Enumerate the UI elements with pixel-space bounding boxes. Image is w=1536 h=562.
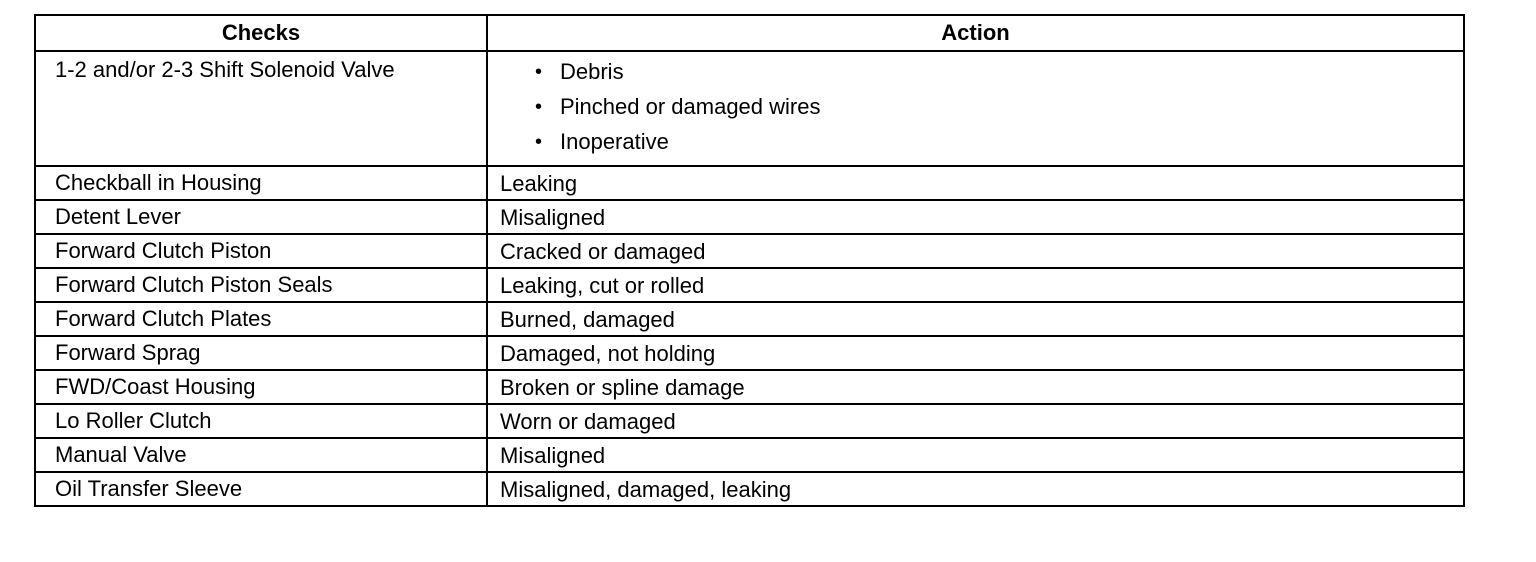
check-cell: Forward Sprag <box>35 336 487 370</box>
action-text: Debris <box>560 59 624 84</box>
table-row <box>35 166 1464 200</box>
action-cell: Worn or damaged <box>487 404 1464 438</box>
check-cell: FWD/Coast Housing <box>35 370 487 404</box>
check-cell: Forward Clutch Piston Seals <box>35 268 487 302</box>
table-row <box>35 438 1464 472</box>
action-cell <box>487 51 1464 166</box>
check-cell: Forward Clutch Plates <box>35 302 487 336</box>
action-cell: Burned, damaged <box>487 302 1464 336</box>
check-cell: Lo Roller Clutch <box>35 404 487 438</box>
action-cell: Leaking <box>487 166 1464 200</box>
table-row <box>35 268 1464 302</box>
bullet-icon: • <box>535 96 543 118</box>
checks-action-table <box>34 14 1465 507</box>
action-text: Inoperative <box>560 129 669 154</box>
action-text: Pinched or damaged wires <box>560 94 821 119</box>
check-cell: Checkball in Housing <box>35 166 487 200</box>
check-cell: Forward Clutch Piston <box>35 234 487 268</box>
table-header-row <box>35 15 1464 51</box>
check-cell: Detent Lever <box>35 200 487 234</box>
action-cell: Cracked or damaged <box>487 234 1464 268</box>
action-cell: Misaligned, damaged, leaking <box>487 472 1464 506</box>
action-bullet-list <box>500 57 1463 165</box>
table-row <box>35 302 1464 336</box>
bullet-icon: • <box>535 131 543 153</box>
action-cell: Misaligned <box>487 438 1464 472</box>
list-item <box>528 130 1463 165</box>
check-cell: 1-2 and/or 2-3 Shift Solenoid Valve <box>35 51 487 166</box>
action-cell: Misaligned <box>487 200 1464 234</box>
action-cell: Broken or spline damage <box>487 370 1464 404</box>
table-row <box>35 336 1464 370</box>
checks-column-header: Checks <box>35 15 487 51</box>
table-row <box>35 370 1464 404</box>
check-cell: Manual Valve <box>35 438 487 472</box>
table-row <box>35 404 1464 438</box>
list-item <box>528 95 1463 130</box>
table-row <box>35 472 1464 506</box>
table-row <box>35 51 1464 166</box>
bullet-icon: • <box>535 61 543 83</box>
action-column-header: Action <box>487 15 1464 51</box>
list-item <box>528 60 1463 95</box>
table-row <box>35 200 1464 234</box>
action-cell: Leaking, cut or rolled <box>487 268 1464 302</box>
action-cell: Damaged, not holding <box>487 336 1464 370</box>
check-cell: Oil Transfer Sleeve <box>35 472 487 506</box>
table-row <box>35 234 1464 268</box>
